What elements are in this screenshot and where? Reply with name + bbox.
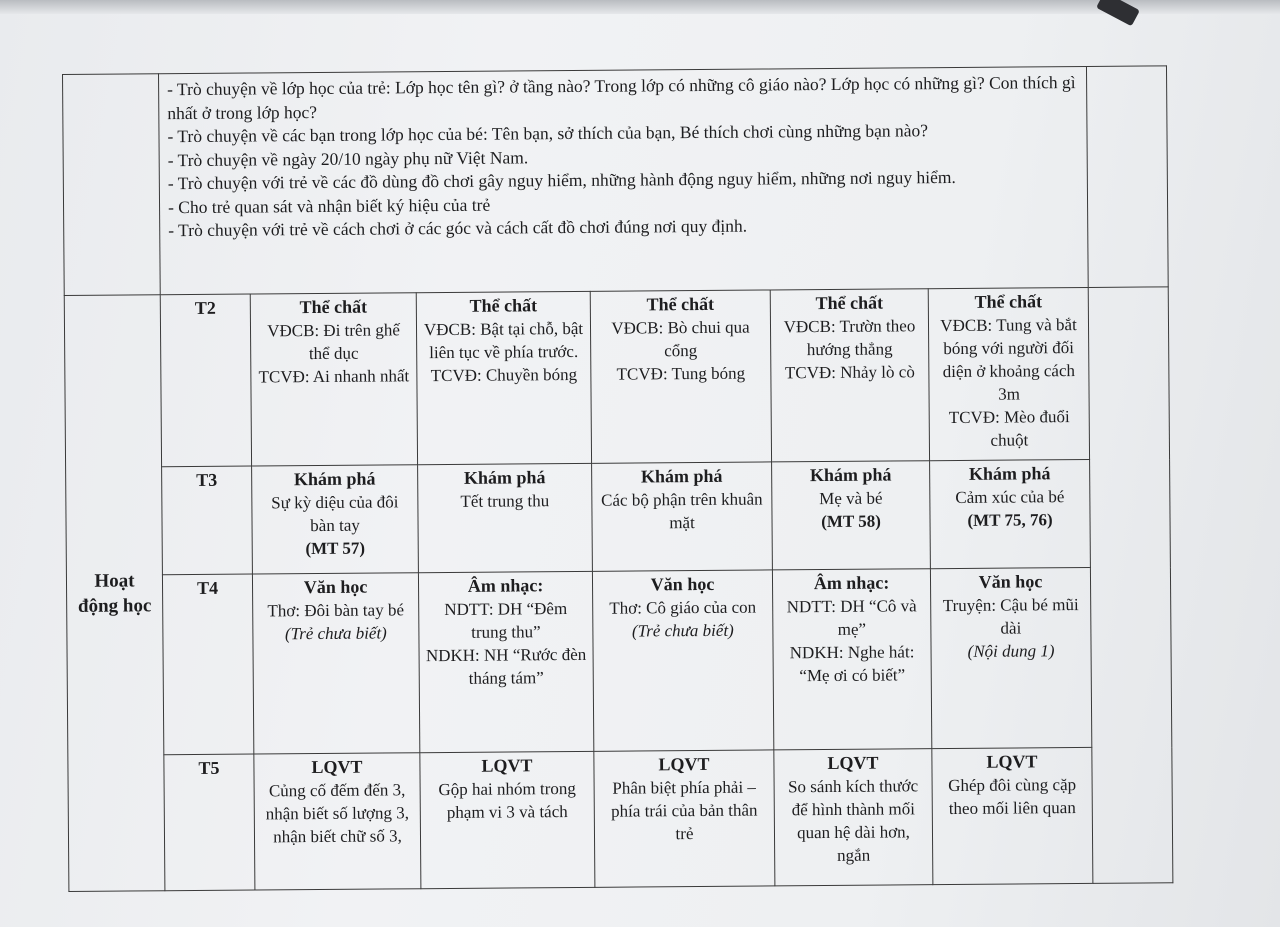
activity-line: VĐCB: Bò chui qua cổng xyxy=(611,317,750,361)
intro-line: - Trò chuyện với trẻ về các đồ dùng đồ chơi gây nguy hiểm, những hành động nguy hiểm, những nơi nguy hiểm. xyxy=(167,166,956,194)
activity-subject: Thể chất xyxy=(646,293,715,315)
day-row-t5 xyxy=(68,747,1173,892)
activity-subject: Khám phá xyxy=(640,465,723,487)
activity-line: TCVĐ: Nhảy lò cò xyxy=(784,362,915,383)
day-label: T4 xyxy=(162,574,253,755)
activity-line: NDTT: DH “Cô và mẹ” xyxy=(786,596,917,639)
activity-cell xyxy=(930,567,1091,748)
activity-note: (Trẻ chưa biết) xyxy=(284,623,387,644)
activity-subject: Thể chất xyxy=(469,295,538,316)
activity-subject: Thể chất xyxy=(974,291,1043,312)
activity-line: NDTT: DH “Đêm trung thu” xyxy=(444,599,568,642)
activity-line: VĐCB: Bật tại chỗ, bật liên tục về phía trước. xyxy=(423,318,584,363)
activity-cell xyxy=(418,463,593,572)
activity-line: Phân biệt phía phải – phía trái của bản thân trẻ xyxy=(611,777,758,844)
activity-subject: Khám phá xyxy=(968,463,1051,484)
activity-cell xyxy=(592,462,773,571)
activity-subject: LQVT xyxy=(658,753,710,775)
activity-note: (Nội dung 1) xyxy=(967,641,1055,661)
activity-line: Ghép đôi cùng cặp theo mối liên quan xyxy=(948,775,1077,819)
intro-line: - Trò chuyện về lớp học của trẻ: Lớp học tên gì? ở tầng nào? Trong lớp có những cô giáo nào? Lớp học có những gì? Con thích gì nhất ở trong lớp học? xyxy=(167,72,1076,123)
activity-subject: Văn học xyxy=(978,571,1043,592)
intro-left-cell xyxy=(63,74,161,296)
activity-subject: LQVT xyxy=(481,755,533,776)
activity-line: Thơ: Đôi bàn tay bé xyxy=(267,600,405,621)
activity-cell xyxy=(416,291,591,464)
activity-subject: LQVT xyxy=(311,756,363,778)
activity-cell xyxy=(930,459,1091,568)
activity-cell xyxy=(772,461,931,570)
day-row-t4 xyxy=(66,567,1171,756)
activity-line: VĐCB: Đi trên ghế thể dục xyxy=(267,320,400,364)
day-row-t3 xyxy=(66,459,1171,576)
intro-line: - Cho trẻ quan sát và nhận biết ký hiệu của trẻ xyxy=(167,194,491,217)
weekly-plan-table xyxy=(62,65,1173,892)
activity-cell xyxy=(928,287,1089,460)
activity-line: TCVĐ: Mèo đuổi chuột xyxy=(948,407,1070,450)
activity-line: VĐCB: Tung và bắt bóng với người đối diện ở khoảng cách 3m xyxy=(940,315,1077,404)
activity-cell xyxy=(252,465,419,574)
activity-cell xyxy=(592,570,773,751)
day-label: T5 xyxy=(164,754,255,891)
activity-line: NDKH: NH “Rước đèn tháng tám” xyxy=(425,644,587,688)
activity-cell xyxy=(770,289,929,462)
activity-line: Các bộ phận trên khuân mặt xyxy=(601,489,763,533)
section-label-hoat-dong-hoc: Hoạt động học xyxy=(64,295,165,892)
activity-cell xyxy=(250,293,417,466)
activity-line: Sự kỳ diệu của đôi bàn tay xyxy=(271,492,399,536)
day-label: T2 xyxy=(160,294,251,467)
activity-cell xyxy=(420,751,595,888)
activity-line: VĐCB: Trườn theo hướng thẳng xyxy=(783,316,916,360)
activity-line: Thơ: Cô giáo của con xyxy=(609,597,757,618)
activity-subject: Văn học xyxy=(303,576,368,598)
activity-cell xyxy=(254,753,421,890)
activity-line: Gộp hai nhóm trong phạm vi 3 và tách xyxy=(438,778,576,822)
intro-text-cell xyxy=(159,66,1089,294)
activity-subject: Thể chất xyxy=(815,292,884,314)
intro-row xyxy=(63,66,1169,296)
activity-cell xyxy=(418,571,593,752)
activity-subject: LQVT xyxy=(986,751,1038,772)
objective-code: (MT 58) xyxy=(821,511,881,532)
intro-line: - Trò chuyện về ngày 20/10 ngày phụ nữ Việt Nam. xyxy=(167,146,529,170)
activity-line: TCVĐ: Ai nhanh nhất xyxy=(258,366,410,387)
activity-line: So sánh kích thước để hình thành mối quan hệ dài hơn, ngắn xyxy=(787,776,919,865)
activity-line: Tết trung thu xyxy=(460,491,550,511)
activity-subject: Văn học xyxy=(650,573,715,595)
activity-note: (Trẻ chưa biết) xyxy=(631,620,734,641)
intro-right-cell xyxy=(1086,66,1168,288)
activity-line: Cảm xúc của bé xyxy=(955,487,1065,507)
activity-subject: Âm nhạc: xyxy=(813,572,890,594)
activity-line: Củng cố đếm đến 3, nhận biết số lượng 3, nhận biết chữ số 3, xyxy=(265,780,410,847)
activity-cell xyxy=(594,750,775,887)
activity-line: TCVĐ: Tung bóng xyxy=(616,363,746,384)
intro-line: - Trò chuyện với trẻ về cách chơi ở các góc và cách cất đồ chơi đúng nơi quy định. xyxy=(168,215,748,241)
activity-subject: Khám phá xyxy=(293,468,376,490)
activity-subject: Khám phá xyxy=(809,464,892,486)
objective-code: (MT 57) xyxy=(305,538,366,559)
activity-subject: Khám phá xyxy=(463,467,546,488)
day-label: T3 xyxy=(162,466,253,575)
activity-subject: Thể chất xyxy=(299,296,368,318)
activity-subject: LQVT xyxy=(827,752,879,774)
intro-line: - Trò chuyện về các bạn trong lớp học của bé: Tên bạn, sở thích của bạn, Bé thích chơi cùng những bạn nào? xyxy=(167,120,929,147)
activity-line: Truyện: Cậu bé mũi dài xyxy=(942,595,1079,638)
activity-line: NDKH: Nghe hát: “Mẹ ơi có biết” xyxy=(789,642,915,686)
activity-subject: Âm nhạc: xyxy=(467,575,544,596)
activity-line: TCVĐ: Chuyền bóng xyxy=(430,364,578,386)
activity-cell xyxy=(772,569,931,750)
activity-cell xyxy=(932,747,1093,884)
page-edge-shadow xyxy=(0,0,1280,14)
activity-cell xyxy=(774,749,933,886)
notes-column xyxy=(1088,287,1173,884)
objective-code: (MT 75, 76) xyxy=(967,510,1053,530)
activity-cell xyxy=(252,573,419,754)
activity-cell xyxy=(590,290,771,463)
activity-line: Mẹ và bé xyxy=(819,488,883,509)
day-row-t2 xyxy=(64,287,1169,468)
